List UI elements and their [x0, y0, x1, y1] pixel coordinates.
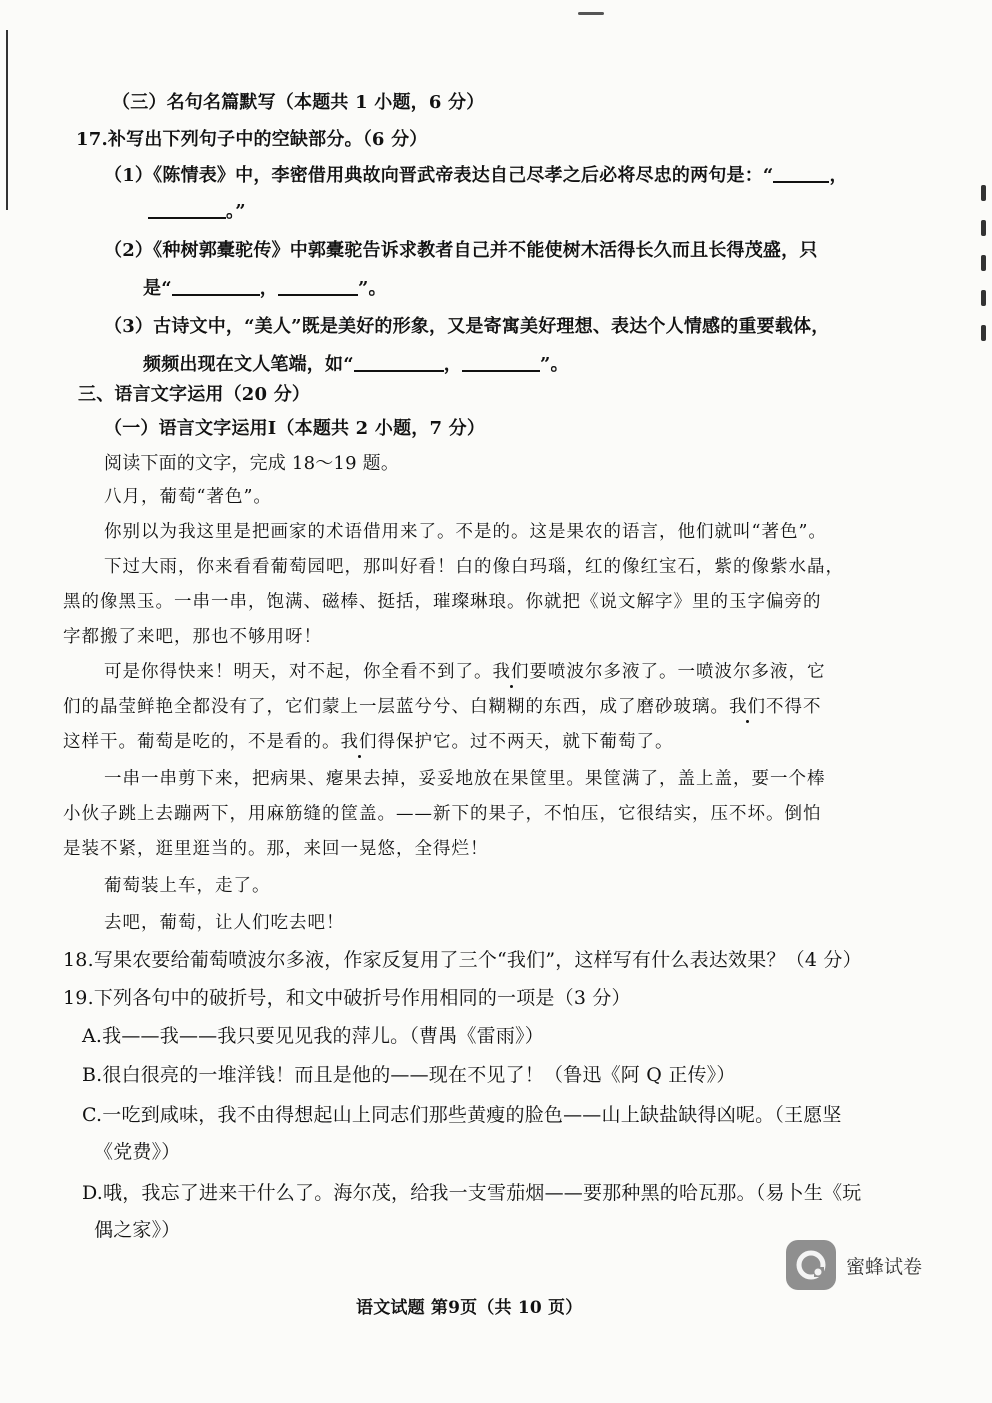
bee-logo-icon [786, 1240, 836, 1290]
subsection-heading-1: （一）语言文字运用Ⅰ（本题共 2 小题，7 分） [104, 418, 486, 439]
section-heading-recitation: （三）名句名篇默写（本题共 1 小题，6 分） [112, 92, 485, 113]
question-17-item-1 [104, 163, 848, 189]
reading-instruction: 阅读下面的文字，完成 18～19 题。 [104, 453, 400, 474]
question-17-item-2-cont [143, 276, 387, 302]
passage-text: 们的晶莹鲜艳全都没有了，它们蒙上一层蓝兮兮、白糊糊的东西，成了磨砂玻璃。 [63, 697, 729, 717]
item-2-close: ”。 [357, 278, 387, 299]
item-3-open: 频频出现在文人笔端，如“ [143, 354, 354, 375]
answer-blank[interactable] [148, 199, 226, 219]
option-d-cont: 偶之家》） [94, 1219, 181, 1241]
passage-line [63, 694, 822, 720]
question-17-item-3-cont [143, 352, 569, 378]
passage-line: 你别以为我这里是把画家的术语借用来了。不是的。这是果农的语言，他们就叫“著色”。 [104, 522, 827, 542]
question-19-stem: 19.下列各句中的破折号，和文中破折号作用相同的一项是（3 分） [63, 987, 631, 1009]
item-2-open: 是“ [143, 278, 172, 299]
passage-text: 这样干。葡萄是吃的，不是看的。 [63, 732, 341, 752]
passage-line [104, 659, 826, 685]
question-17-item-3: （3）古诗文中，“美人”既是美好的形象，又是寄寓美好理想、表达个人情感的重要载体， [104, 316, 830, 337]
watermark-text: 蜜蜂试卷 [846, 1255, 923, 1278]
right-edge-scan-mark [981, 220, 986, 236]
option-b[interactable]: B.很白很亮的一堆洋钱！而且是他的——现在不见了！（鲁迅《阿 Q 正传》） [82, 1064, 736, 1086]
page-footer: 语文试题 第9页（共 10 页） [356, 1298, 583, 1318]
passage-line: 八月，葡萄“著色”。 [104, 487, 272, 507]
question-18: 18.写果农要给葡萄喷波尔多液，作家反复用了三个“我们”，这样写有什么表达效果？（4 分） [63, 949, 862, 971]
option-c[interactable]: C.一吃到咸味，我不由得想起山上同志们那些黄瘦的脸色——山上缺盐缺得凶呢。（王愿坚 [82, 1104, 842, 1126]
watermark [786, 1240, 922, 1290]
answer-blank[interactable] [278, 276, 358, 296]
passage-text: 可是你得快来！明天，对不起，你全看不到了。 [104, 662, 493, 682]
left-edge-scan-line [6, 30, 8, 210]
item-2-comma: ， [259, 278, 278, 299]
answer-blank[interactable] [773, 163, 829, 183]
passage-text: 得保护它。过不两天，就下葡萄了。 [377, 732, 674, 752]
option-c-cont: 《党费》） [94, 1141, 181, 1163]
answer-blank[interactable] [462, 352, 540, 372]
question-17-item-2: （2）《种树郭橐驼传》中郭橐驼告诉求教者自己并不能使树木活得长久而且长得茂盛，只 [104, 240, 818, 261]
passage-line: 葡萄装上车，走了。 [104, 876, 271, 896]
item-1-text: （1）《陈情表》中，李密借用典故向晋武帝表达自己尽孝之后必将尽忠的两句是：“ [104, 165, 774, 186]
emphasized-word-women: 我们 [729, 697, 766, 717]
passage-line: 下过大雨，你来看看葡萄园吧，那叫好看！白的像白玛瑙，红的像红宝石，紫的像紫水晶， [104, 557, 844, 577]
right-edge-scan-mark [981, 290, 986, 306]
item-3-close: ”。 [539, 354, 569, 375]
passage-line [63, 729, 674, 755]
item-3-comma: ， [443, 354, 462, 375]
answer-blank[interactable] [354, 352, 444, 372]
option-a[interactable]: A.我——我——我只要见见我的萍儿。（曹禺《雷雨》） [82, 1025, 544, 1047]
part-heading-language-use: 三、语言文字运用（20 分） [78, 384, 311, 405]
right-edge-scan-mark [981, 185, 986, 201]
option-d[interactable]: D.哦，我忘了进来干什么了。海尔茂，给我一支雪茄烟——要那种黑的哈瓦那。（易卜生《玩 [82, 1182, 862, 1204]
passage-line: 是装不紧，逛里逛当的。那，来回一晃悠，全得烂！ [63, 839, 489, 859]
answer-blank[interactable] [172, 276, 260, 296]
right-edge-scan-mark [981, 325, 986, 341]
passage-line: 黑的像黑玉。一串一串，饱满、磁棒、挺括，璀璨琳琅。你就把《说文解字》里的玉字偏旁的 [63, 592, 822, 612]
passage-text: 不得不 [766, 697, 822, 717]
passage-line: 去吧，葡萄，让人们吃去吧！ [104, 913, 345, 933]
item-1-comma: ， [829, 165, 848, 186]
right-edge-scan-mark [981, 255, 986, 271]
question-17-item-1-cont [148, 199, 246, 225]
question-17-stem: 17.补写出下列句子中的空缺部分。（6 分） [76, 129, 428, 150]
passage-text: 要喷波尔多液了。一喷波尔多液，它 [529, 662, 826, 682]
top-scan-mark [578, 12, 604, 15]
emphasized-word-women: 我们 [492, 662, 530, 682]
passage-line: 一串一串剪下来，把病果、瘪果去掉，妥妥地放在果筐里。果筐满了，盖上盖，要一个棒 [104, 769, 826, 789]
emphasized-word-women: 我们 [340, 732, 378, 752]
passage-line: 字都搬了来吧，那也不够用呀！ [63, 627, 322, 647]
passage-line: 小伙子跳上去蹦两下，用麻筋缝的筐盖。——新下的果子，不怕压，它很结实，压不坏。倒怕 [63, 804, 822, 824]
item-1-end: 。” [226, 201, 246, 222]
